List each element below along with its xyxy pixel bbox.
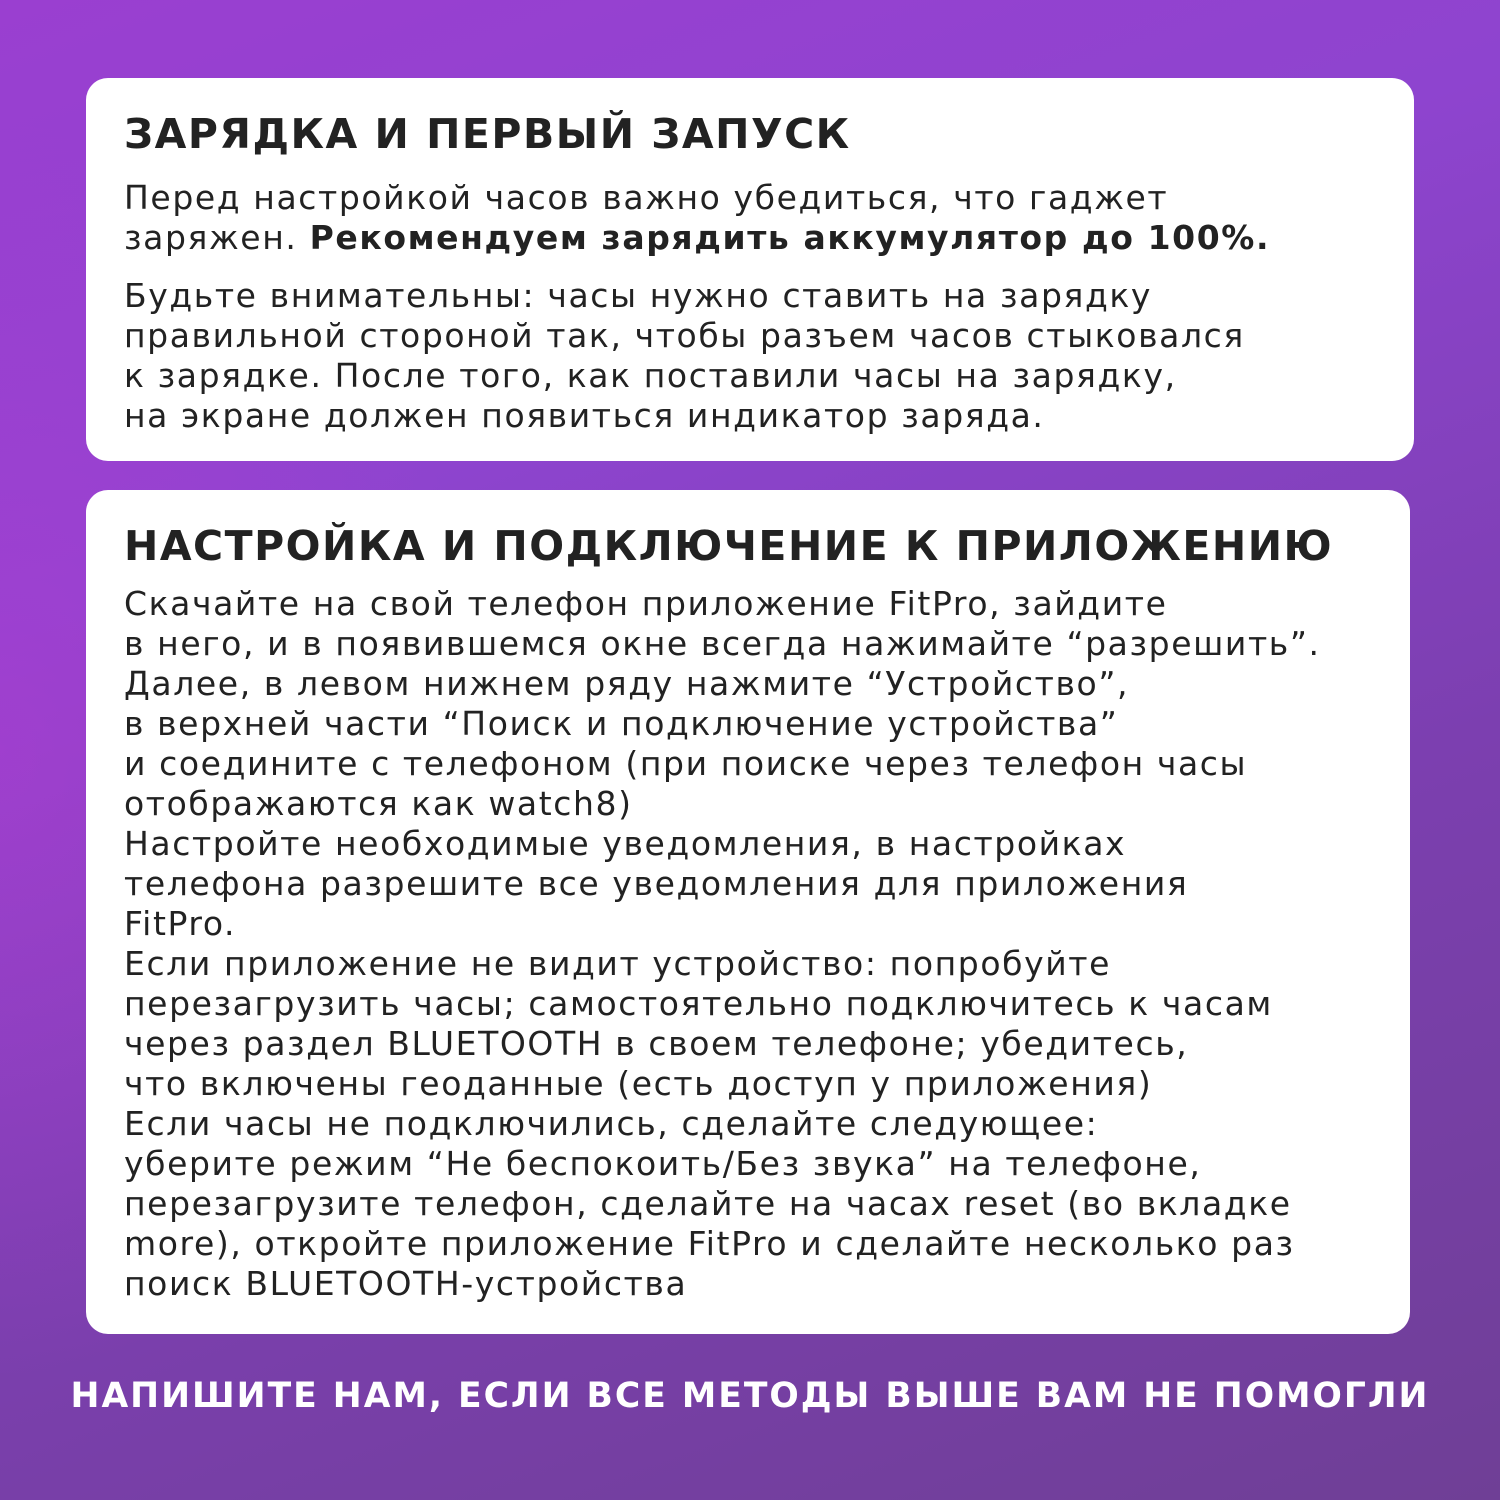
setup-line: Далее, в левом нижнем ряду нажмите “Устройство”,: [124, 664, 1130, 703]
setup-line: телефона разрешите все уведомления для приложения: [124, 864, 1189, 903]
setup-card-title: НАСТРОЙКА И ПОДКЛЮЧЕНИЕ К ПРИЛОЖЕНИЮ: [124, 522, 1334, 570]
setup-card: [86, 490, 1410, 1334]
setup-line: что включены геоданные (есть доступ у приложения): [124, 1064, 1153, 1103]
setup-line: Настройте необходимые уведомления, в настройках: [124, 824, 1127, 863]
setup-line: Если часы не подключились, сделайте следующее:: [124, 1104, 1099, 1143]
charging-warning-line: правильной стороной так, чтобы разъем часов стыковался: [124, 316, 1245, 355]
setup-line: перезагрузите телефон, сделайте на часах reset (во вкладке: [124, 1184, 1292, 1223]
setup-line: в верхней части “Поиск и подключение устройства”: [124, 704, 1119, 743]
setup-line: FitPro.: [124, 904, 237, 943]
charging-intro-line-2: [124, 218, 1404, 258]
setup-line: через раздел BLUETOOTH в своем телефоне; убедитесь,: [124, 1024, 1189, 1063]
contact-us-banner: НАПИШИТЕ НАМ, ЕСЛИ ВСЕ МЕТОДЫ ВЫШЕ ВАМ НЕ ПОМОГЛИ: [70, 1376, 1430, 1416]
setup-line: поиск BLUETOOTH-устройства: [124, 1264, 688, 1303]
charging-card: [86, 78, 1414, 461]
setup-line: more), откройте приложение FitPro и сделайте несколько раз: [124, 1224, 1295, 1263]
setup-line: Если приложение не видит устройство: попробуйте: [124, 944, 1111, 983]
setup-instructions: [124, 584, 1400, 1304]
setup-line: уберите режим “Не беспокоить/Без звука” на телефоне,: [124, 1144, 1202, 1183]
charging-intro-paragraph: [124, 178, 1404, 258]
charging-recommendation: Рекомендуем зарядить аккумулятор до 100%.: [309, 218, 1271, 257]
charging-warning-line: на экране должен появиться индикатор заряда.: [124, 396, 1045, 435]
charging-warning-line: к зарядке. После того, как поставили часы на зарядку,: [124, 356, 1177, 395]
setup-line: и соедините с телефоном (при поиске через телефон часы: [124, 744, 1248, 783]
charging-card-title: ЗАРЯДКА И ПЕРВЫЙ ЗАПУСК: [124, 110, 851, 158]
charging-warning-line: Будьте внимательны: часы нужно ставить на зарядку: [124, 276, 1153, 315]
charging-intro-plain: заряжен.: [124, 218, 310, 257]
setup-line: Скачайте на свой телефон приложение FitPro, зайдите: [124, 584, 1168, 623]
charging-intro-line-1: Перед настройкой часов важно убедиться, что гаджет: [124, 178, 1169, 217]
setup-line: отображаются как watch8): [124, 784, 633, 823]
charging-warning-paragraph: [124, 276, 1404, 436]
setup-line: перезагрузить часы; самостоятельно подключитесь к часам: [124, 984, 1273, 1023]
setup-line: в него, и в появившемся окне всегда нажимайте “разрешить”.: [124, 624, 1321, 663]
